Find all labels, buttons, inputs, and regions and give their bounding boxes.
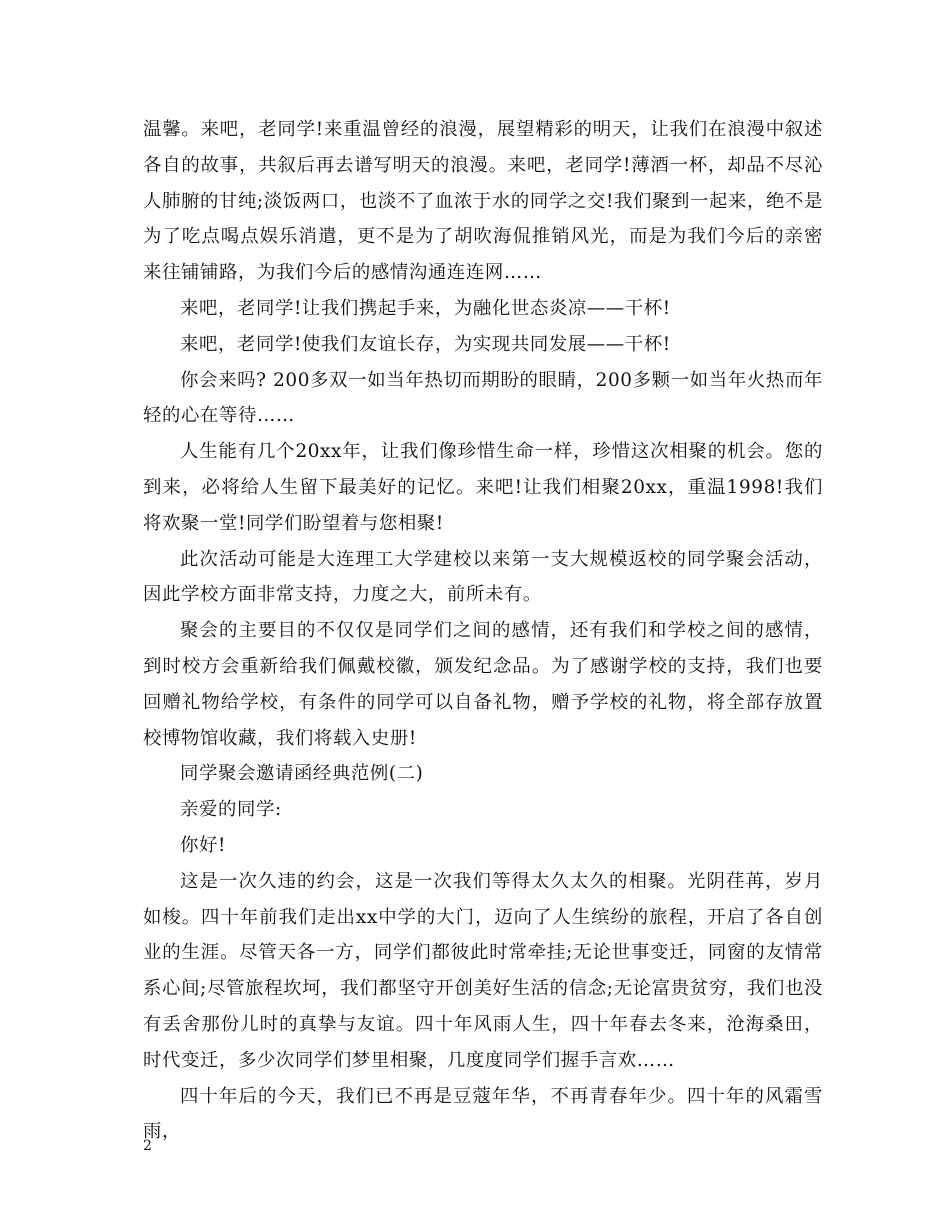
paragraph-6: 此次活动可能是大连理工大学建校以来第一支大规模返校的同学聚会活动，因此学校方面非常支持，力度之大，前所未有。	[143, 548, 823, 606]
page-body	[143, 112, 823, 1150]
paragraph-4: 你会来吗? 200多双一如当年热切而期盼的眼睛，200多颗一如当年火热而年轻的心在等待……	[143, 369, 823, 427]
paragraph-2: 来吧，老同学!让我们携起手来，为融化世态炎凉——干杯!	[180, 297, 671, 319]
paragraph-1: 温馨。来吧，老同学!来重温曾经的浪漫，展望精彩的明天，让我们在浪漫中叙述各自的故事，共叙后再去谱写明天的浪漫。来吧，老同学!薄酒一杯，却品不尽沁人肺腑的甘纯;淡饭两口，也淡不了血浓于水的同学之交!我们聚到一起来，绝不是为了吃点喝点娱乐消遣，更不是为了胡吹海侃推销风光，而是为我们今后的亲密来往铺铺路，为我们今后的感情沟通连连网……	[143, 119, 823, 284]
paragraph-5: 人生能有几个20xx年，让我们像珍惜生命一样，珍惜这次相聚的机会。您的到来，必将给人生留下最美好的记忆。来吧!让我们相聚20xx，重温1998!我们将欢聚一堂!同学们盼望着与您相聚!	[143, 441, 823, 534]
salutation: 亲爱的同学:	[180, 799, 282, 821]
paragraph-12: 四十年后的今天，我们已不再是豆蔻年华，不再青春年少。四十年的风霜雪雨，	[143, 1085, 823, 1143]
section-heading: 同学聚会邀请函经典范例(二)	[180, 763, 424, 785]
paragraph-3: 来吧，老同学!使我们友谊长存，为实现共同发展——干杯!	[180, 333, 671, 355]
greeting: 你好!	[180, 834, 226, 856]
paragraph-11: 这是一次久违的约会，这是一次我们等得太久太久的相聚。光阴荏苒，岁月如梭。四十年前我们走出xx中学的大门，迈向了人生缤纷的旅程，开启了各自创业的生涯。尽管天各一方，同学们都彼此时常牵挂;无论世事变迁，同窗的友情常系心间;尽管旅程坎坷，我们都坚守开创美好生活的信念;无论富贵贫穷，我们也没有丢舍那份儿时的真挚与友谊。四十年风雨人生，四十年春去冬来，沧海桑田，时代变迁，多少次同学们梦里相聚，几度度同学们握手言欢……	[143, 870, 823, 1071]
page-number: 2	[143, 1138, 152, 1154]
paragraph-7: 聚会的主要目的不仅仅是同学们之间的感情，还有我们和学校之间的感情，到时校方会重新给我们佩戴校徽，颁发纪念品。为了感谢学校的支持，我们也要回赠礼物给学校，有条件的同学可以自备礼物，赠予学校的礼物，将全部存放置校博物馆收藏，我们将载入史册!	[143, 620, 823, 749]
